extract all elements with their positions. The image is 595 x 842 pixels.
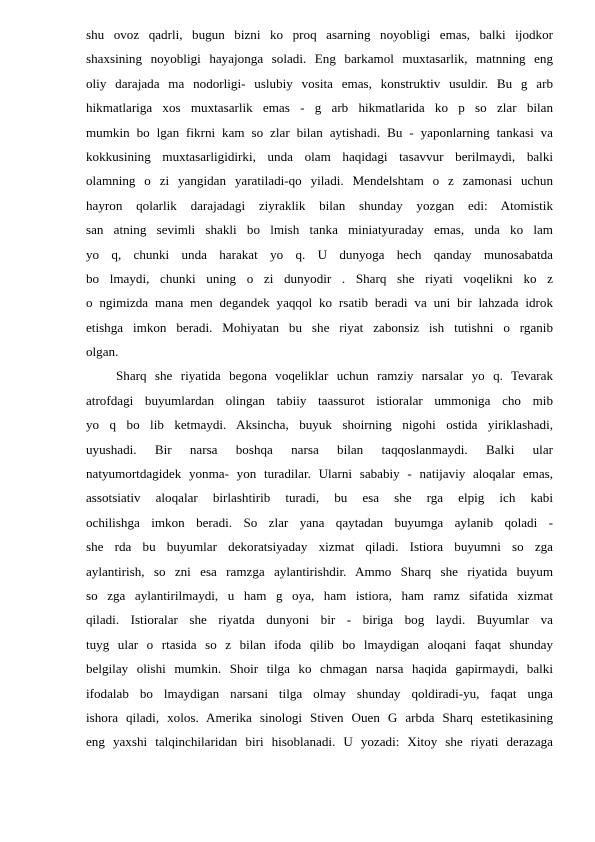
- paragraph-1: [86, 23, 553, 364]
- text-line: hikmatlariga xos muxtasarlik emas - g arb hikmatlarida ko p so zlar bilan: [86, 100, 553, 116]
- text-line: atrofdagi buyumlardan olingan tabiiy taassurot istioralar ummoniga cho mib: [86, 392, 553, 408]
- text-line: kokkusining muxtasarligidirki, unda olam haqidagi tasavvur berilmaydi, balki: [86, 148, 553, 164]
- text-line: san atning sevimli shakli bo lmish tanka miniatyuraday emas, unda ko lam: [86, 222, 553, 238]
- text-line: Sharq she riyatida begona voqeliklar uchun ramziy narsalar yo q. Tevarak: [116, 368, 553, 384]
- text-line: hayron qolarlik darajadagi ziyraklik bilan shunday yozgan edi: Atomistik: [86, 197, 553, 213]
- text-line: o ngimizda mana men degandek yaqqol ko rsatib beradi va uni bir lahzada idrok: [86, 295, 553, 311]
- text-line: oliy darajada ma nodorligi- uslubiy vosita emas, konstruktiv usuldir. Bu g arb: [86, 75, 553, 91]
- text-line: belgilay olishi mumkin. Shoir tilga ko chmagan narsa haqida gapirmaydi, balki: [86, 661, 553, 677]
- text-line: etishga imkon beradi. Mohiyatan bu she riyat zabonsiz ish tutishni o rganib: [86, 319, 553, 335]
- body-text: [86, 23, 553, 755]
- text-line: ishora qiladi, xolos. Amerika sinologi Stiven Ouen G arbda Sharq estetikasining: [86, 709, 553, 725]
- paragraph-2: [86, 364, 553, 754]
- text-line: aylantirish, so zni esa ramzga aylantirishdir. Ammo Sharq she riyatida buyum: [86, 563, 553, 579]
- text-line: ifodalab bo lmaydigan narsani tilga olmay shunday qoldiradi-yu, faqat unga: [86, 685, 553, 701]
- text-line: olgan.: [86, 344, 119, 360]
- text-line: natyumortdagidek yonma- yon turadilar. Ularni sababiy - natijaviy aloqalar emas,: [86, 466, 553, 482]
- text-line: mumkin bo lgan fikrni kam so zlar bilan aytishadi. Bu - yaponlarning tankasi va: [86, 124, 553, 140]
- text-line: shaxsining noyobligi hayajonga soladi. Eng barkamol muxtasarlik, matnning eng: [86, 51, 553, 67]
- text-line: bo lmaydi, chunki uning o zi dunyodir . Sharq she riyati voqelikni ko z: [86, 270, 553, 286]
- text-line: yo q bo lib ketmaydi. Aksincha, buyuk shoirning nigohi ostida yiriklashadi,: [86, 417, 553, 433]
- text-line: shu ovoz qadrli, bugun bizni ko proq asarning noyobligi emas, balki ijodkor: [86, 27, 553, 42]
- text-line: uyushadi. Bir narsa boshqa narsa bilan taqqoslanmaydi. Balki ular: [86, 441, 553, 457]
- text-line: qiladi. Istioralar she riyatda dunyoni bir - biriga bog laydi. Buyumlar va: [86, 612, 553, 628]
- text-line: ochilishga imkon beradi. So zlar yana qaytadan buyumga aylanib qoladi -: [86, 514, 553, 530]
- text-line: assotsiativ aloqalar birlashtirib turadi, bu esa she rga elpig ich kabi: [86, 490, 553, 506]
- text-line: eng yaxshi talqinchilaridan biri hisoblanadi. U yozadi: Xitoy she riyati derazaga: [86, 734, 553, 750]
- text-line: olamning o zi yangidan yaratiladi-qo yiladi. Mendelshtam o z zamonasi uchun: [86, 173, 553, 189]
- text-line: so zga aylantirilmaydi, u ham g oya, ham istiora, ham ramz sifatida xizmat: [86, 587, 553, 603]
- text-line: she rda bu buyumlar dekoratsiyaday xizmat qiladi. Istiora buyumni so zga: [86, 539, 553, 555]
- text-line: yo q, chunki unda harakat yo q. U dunyoga hech qanday munosabatda: [86, 246, 553, 262]
- text-line: tuyg ular o rtasida so z bilan ifoda qilib bo lmaydigan aloqani faqat shunday: [86, 636, 553, 652]
